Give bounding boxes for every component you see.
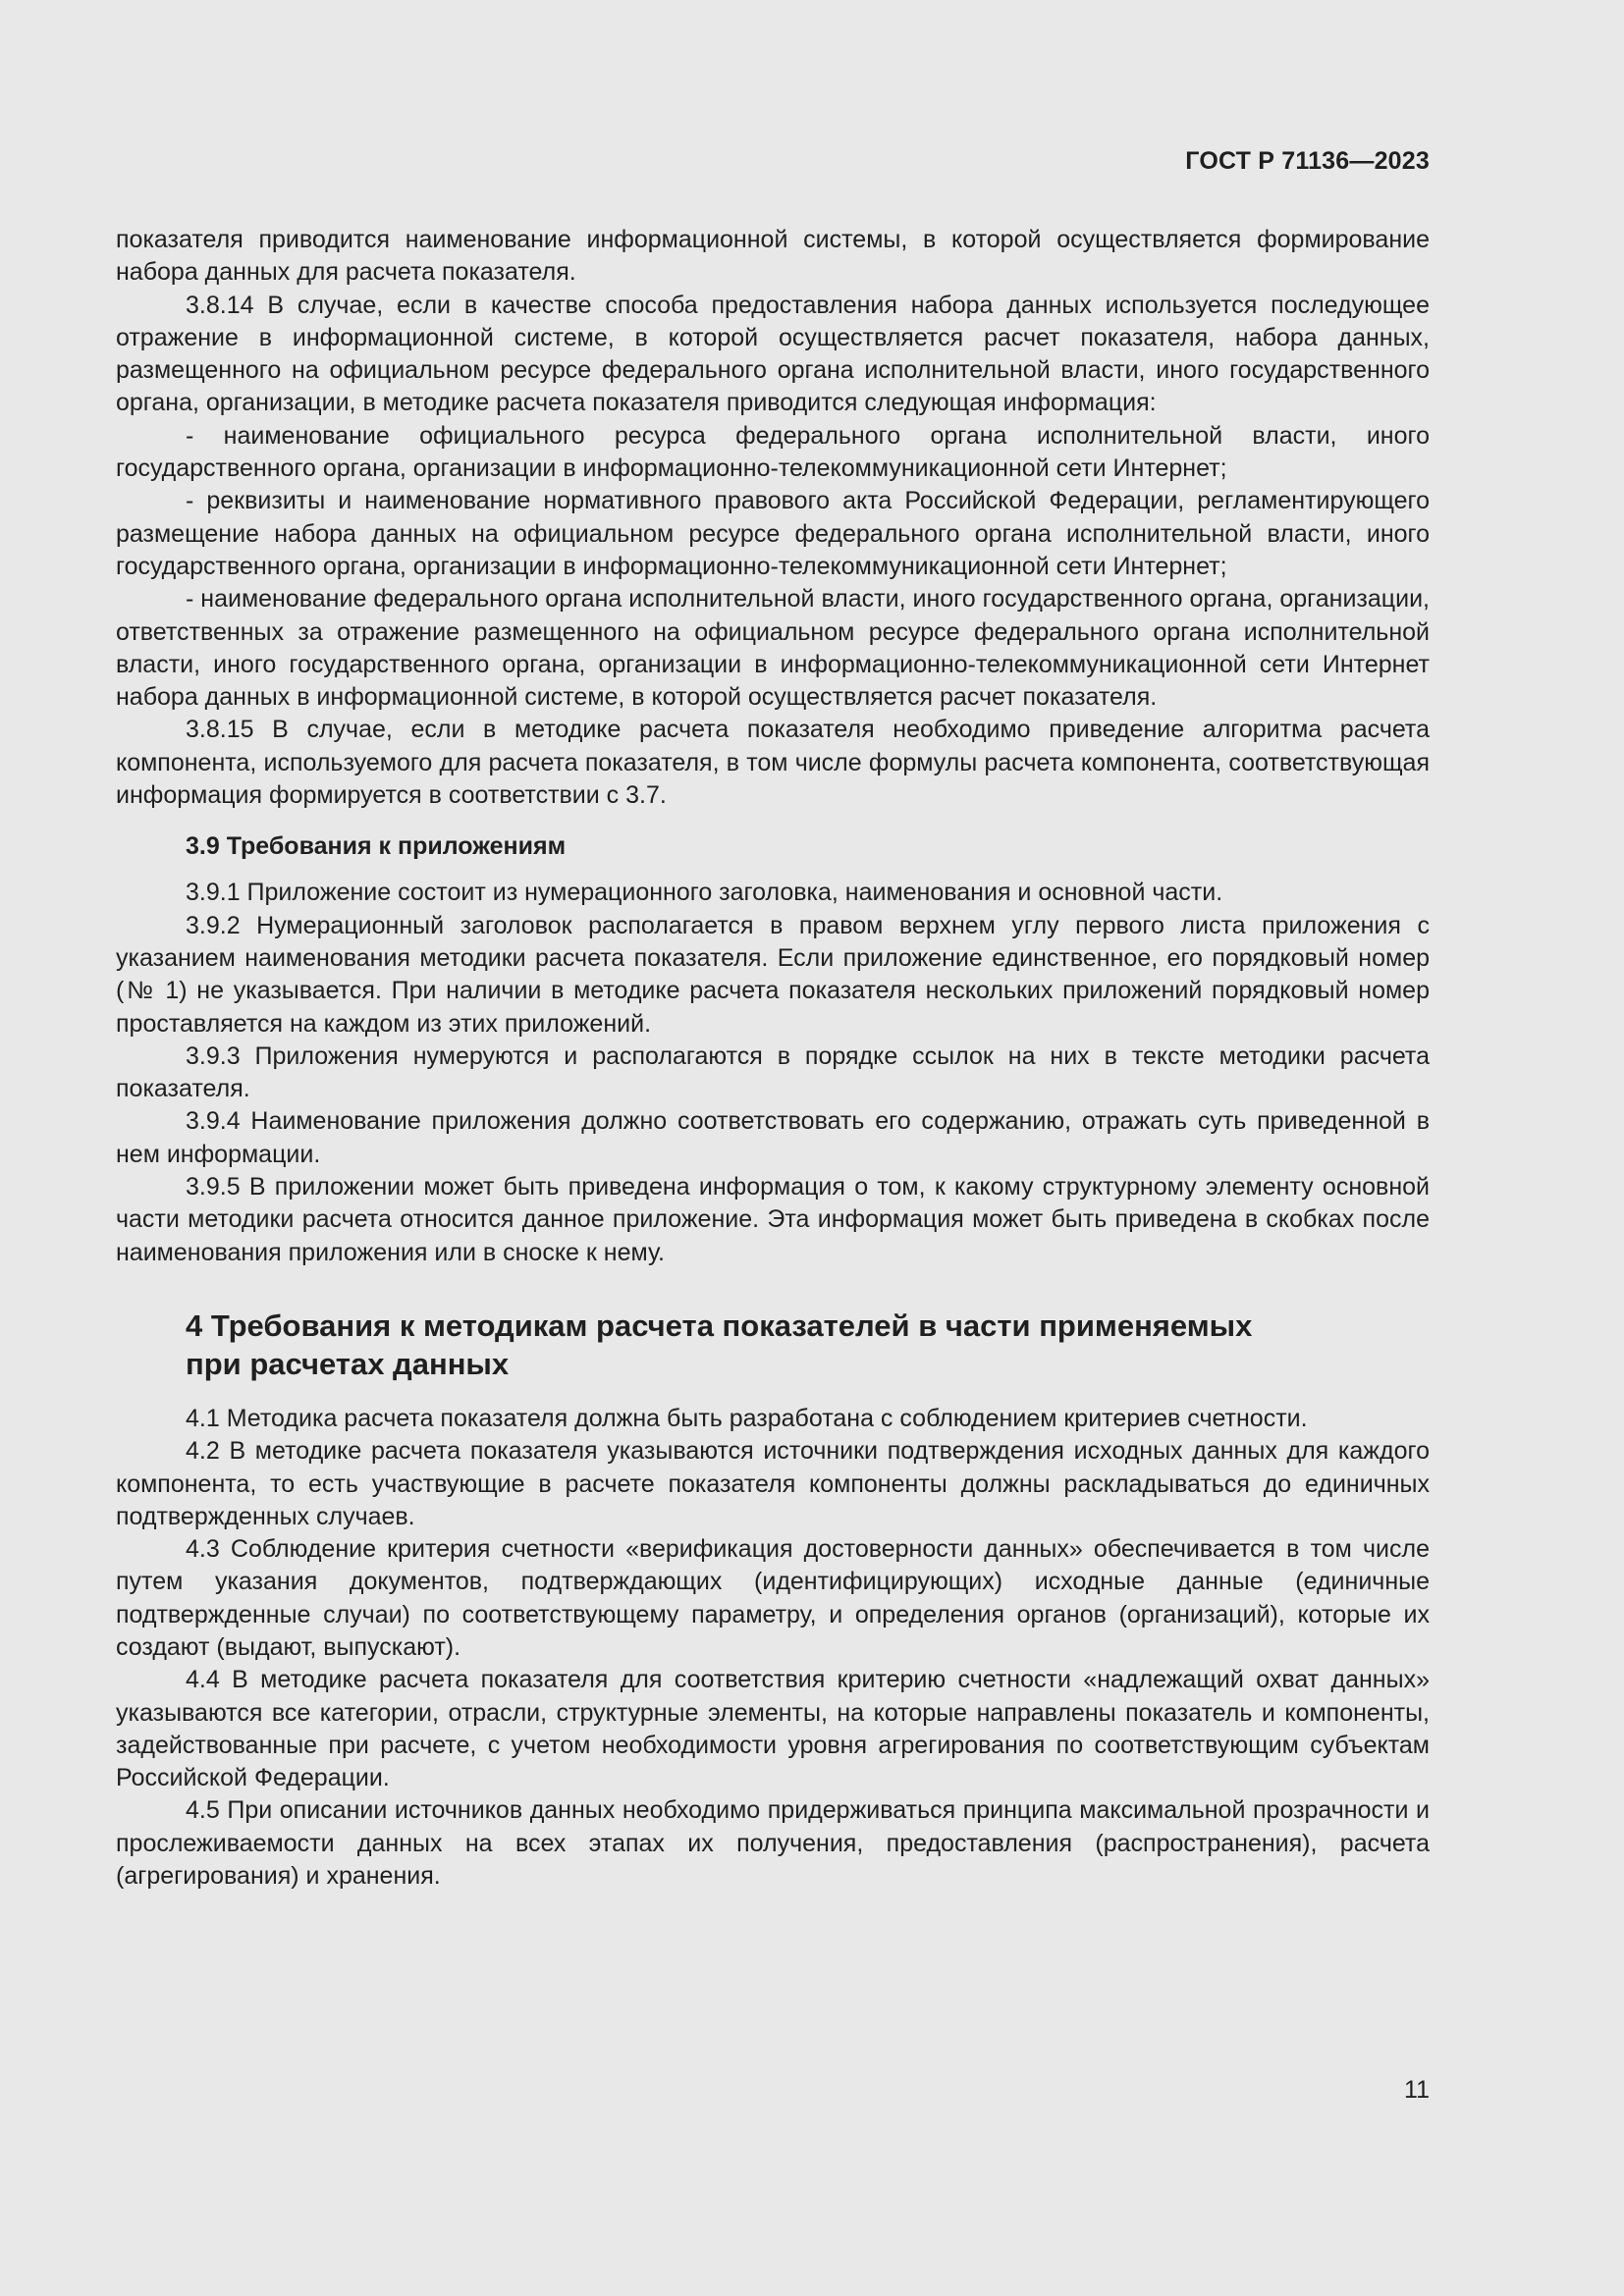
paragraph-4-3: 4.3 Соблюдение критерия счетности «верификация достоверности данных» обеспечивается в том числе путем указания документов, подтверждающих (идентифицирующих) исходные данные (единичные подтвержденные случаи) по соответствующему параметру, и определения органов (организаций), которые их создают (выдают, выпускают). [116,1535,1430,1661]
paragraph: показателя приводится наименование информационной системы, в которой осуществляется формирование набора данных для расчета показателя. [116,226,1430,287]
paragraph-3-9-4: 3.9.4 Наименование приложения должно соответствовать его содержанию, отражать суть приведенной в нем информации. [116,1107,1430,1168]
section-heading-4-line1: 4 Требования к методикам расчета показателей в части применяемых [186,1308,1253,1343]
section-heading-3-9: 3.9 Требования к приложениям [186,832,567,861]
paragraph-4-1: 4.1 Методика расчета показателя должна быть разработана с соблюдением критериев счетности. [186,1404,1308,1432]
page-number: 11 [1404,2076,1430,2104]
paragraph-3-9-1: 3.9.1 Приложение состоит из нумерационного заголовка, наименования и основной части. [186,879,1223,907]
paragraph-3-9-5: 3.9.5 В приложении может быть приведена информация о том, к какому структурному элементу основной части методики расчета относится данное приложение. Эта информация может быть приведена в скобках после наименования приложения или в сноске к нему. [116,1173,1430,1266]
paragraph-3-9-3: 3.9.3 Приложения нумеруются и располагаются в порядке ссылок на них в тексте методики расчета показателя. [116,1041,1430,1103]
paragraph-3-8-14: 3.8.14 В случае, если в качестве способа предоставления набора данных используется последующее отражение в информационной системе, в которой осуществляется расчет показателя, набора данных, размещенного на официальном ресурсе федерального органа исполнительной власти, иного государственного органа, организации, в методике расчета показателя приводится следующая информация: [116,291,1430,417]
page-content [116,224,1430,1893]
section-heading-4 [186,1307,1430,1383]
paragraph-4-4: 4.4 В методике расчета показателя для соответствия критерию счетности «надлежащий охват данных» указываются все категории, отрасли, структурные элементы, на которые направлены показатель и компоненты, задействованные при расчете, с учетом необходимости уровня агрегирования по соответствующим субъектам Российской Федерации. [116,1666,1430,1792]
list-item: - наименование федерального органа исполнительной власти, иного государственного органа, организации, ответственных за отражение размещенного на официальном ресурсе федерального органа исполнительной власти, иного государственного органа, организации в информационно-телекоммуникационной сети Интернет набора данных в информационной системе, в которой осуществляется расчет показателя. [116,585,1430,712]
paragraph-4-5: 4.5 При описании источников данных необходимо придерживаться принципа максимальной прозрачности и прослеживаемости данных на всех этапах их получения, предоставления (распространения), расчета (агрегирования) и хранения. [116,1796,1430,1891]
paragraph-3-9-2: 3.9.2 Нумерационный заголовок располагается в правом верхнем углу первого листа приложения с указанием наименования методики расчета показателя. Если приложение единственное, его порядковый номер (№ 1) не указывается. При наличии в методике расчета показателя нескольких приложений порядковый номер проставляется на каждом из этих приложений. [116,911,1430,1038]
paragraph-3-8-15: 3.8.15 В случае, если в методике расчета показателя необходимо приведение алгоритма расчета компонента, используемого для расчета показателя, в том числе формулы расчета компонента, соответствующая информация формируется в соответствии с 3.7. [116,716,1430,810]
document-code: ГОСТ Р 71136—2023 [1185,147,1430,175]
paragraph-4-2: 4.2 В методике расчета показателя указываются источники подтверждения исходных данных для каждого компонента, то есть участвующие в расчете показателя компоненты должны раскладываться до единичных подтвержденных случаев. [116,1437,1430,1530]
list-item: - реквизиты и наименование нормативного правового акта Российской Федерации, регламентирующего размещение набора данных на официальном ресурсе федерального органа исполнительной власти, иного государственного органа, организации в информационно-телекоммуникационной сети Интернет; [116,487,1430,580]
section-heading-4-line2: при расчетах данных [186,1346,510,1381]
list-item: - наименование официального ресурса федерального органа исполнительной власти, иного государственного органа, организации в информационно-телекоммуникационной сети Интернет; [116,421,1430,483]
